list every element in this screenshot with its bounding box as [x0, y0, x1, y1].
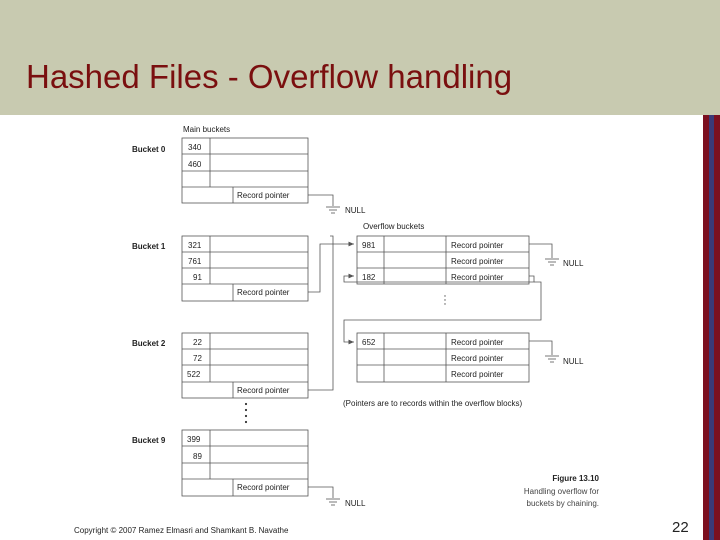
record-pointer-label: Record pointer: [451, 354, 504, 363]
pointer-note: (Pointers are to records within the overflow blocks): [343, 399, 523, 408]
bucket-9-value: 89: [193, 452, 202, 461]
figure-caption-line: Handling overflow for: [523, 487, 599, 496]
bucket-2-label: Bucket 2: [132, 339, 166, 348]
record-pointer-label: Record pointer: [451, 257, 504, 266]
record-pointer-label: Record pointer: [451, 241, 504, 250]
continuation-dots: [444, 295, 445, 304]
pointer-line: [308, 195, 333, 206]
overflow-a-value: 981: [362, 241, 376, 250]
page-number: 22: [672, 519, 689, 536]
overflow-a-value: 182: [362, 273, 376, 282]
figure-caption-line: buckets by chaining.: [526, 499, 599, 508]
pointer-line: [308, 487, 333, 498]
bucket-2-value: 522: [187, 370, 201, 379]
figure-caption-title: Figure 13.10: [552, 474, 599, 483]
record-pointer-label: Record pointer: [451, 370, 504, 379]
chain-arrow: [308, 244, 354, 292]
pointer-line: [529, 341, 552, 355]
bucket-0-value: 340: [188, 143, 202, 152]
null-ground-icon: [326, 207, 340, 213]
null-label: NULL: [563, 259, 584, 268]
bucket-2-value: 72: [193, 354, 202, 363]
copyright-notice: Copyright © 2007 Ramez Elmasri and Shamkant B. Navathe: [74, 526, 289, 535]
overflow-buckets-label: Overflow buckets: [363, 222, 425, 231]
record-pointer-label: Record pointer: [237, 386, 290, 395]
record-pointer-label: Record pointer: [237, 191, 290, 200]
bucket-1-value: 91: [193, 273, 202, 282]
null-label: NULL: [345, 206, 366, 215]
bucket-1-value: 321: [188, 241, 202, 250]
null-label: NULL: [345, 499, 366, 508]
bucket-0-label: Bucket 0: [132, 145, 166, 154]
record-pointer-label: Record pointer: [451, 338, 504, 347]
pointer-line: [529, 244, 552, 258]
null-ground-icon: [545, 356, 559, 362]
main-buckets-label: Main buckets: [183, 125, 231, 134]
bucket-0-value: 460: [188, 160, 202, 169]
record-pointer-label: Record pointer: [237, 288, 290, 297]
null-ground-icon: [326, 499, 340, 505]
bucket-2-value: 22: [193, 338, 202, 347]
bucket-1-value: 761: [188, 257, 202, 266]
record-pointer-label: Record pointer: [451, 273, 504, 282]
bucket-9-label: Bucket 9: [132, 436, 166, 445]
slide-title: Hashed Files - Overflow handling: [26, 58, 513, 95]
null-ground-icon: [545, 259, 559, 265]
record-pointer-label: Record pointer: [237, 483, 290, 492]
null-label: NULL: [563, 357, 584, 366]
continuation-dots: [245, 403, 247, 423]
overflow-b-value: 652: [362, 338, 376, 347]
bucket-9-value: 399: [187, 435, 201, 444]
bucket-1-label: Bucket 1: [132, 242, 166, 251]
pointer-line: [308, 236, 333, 390]
